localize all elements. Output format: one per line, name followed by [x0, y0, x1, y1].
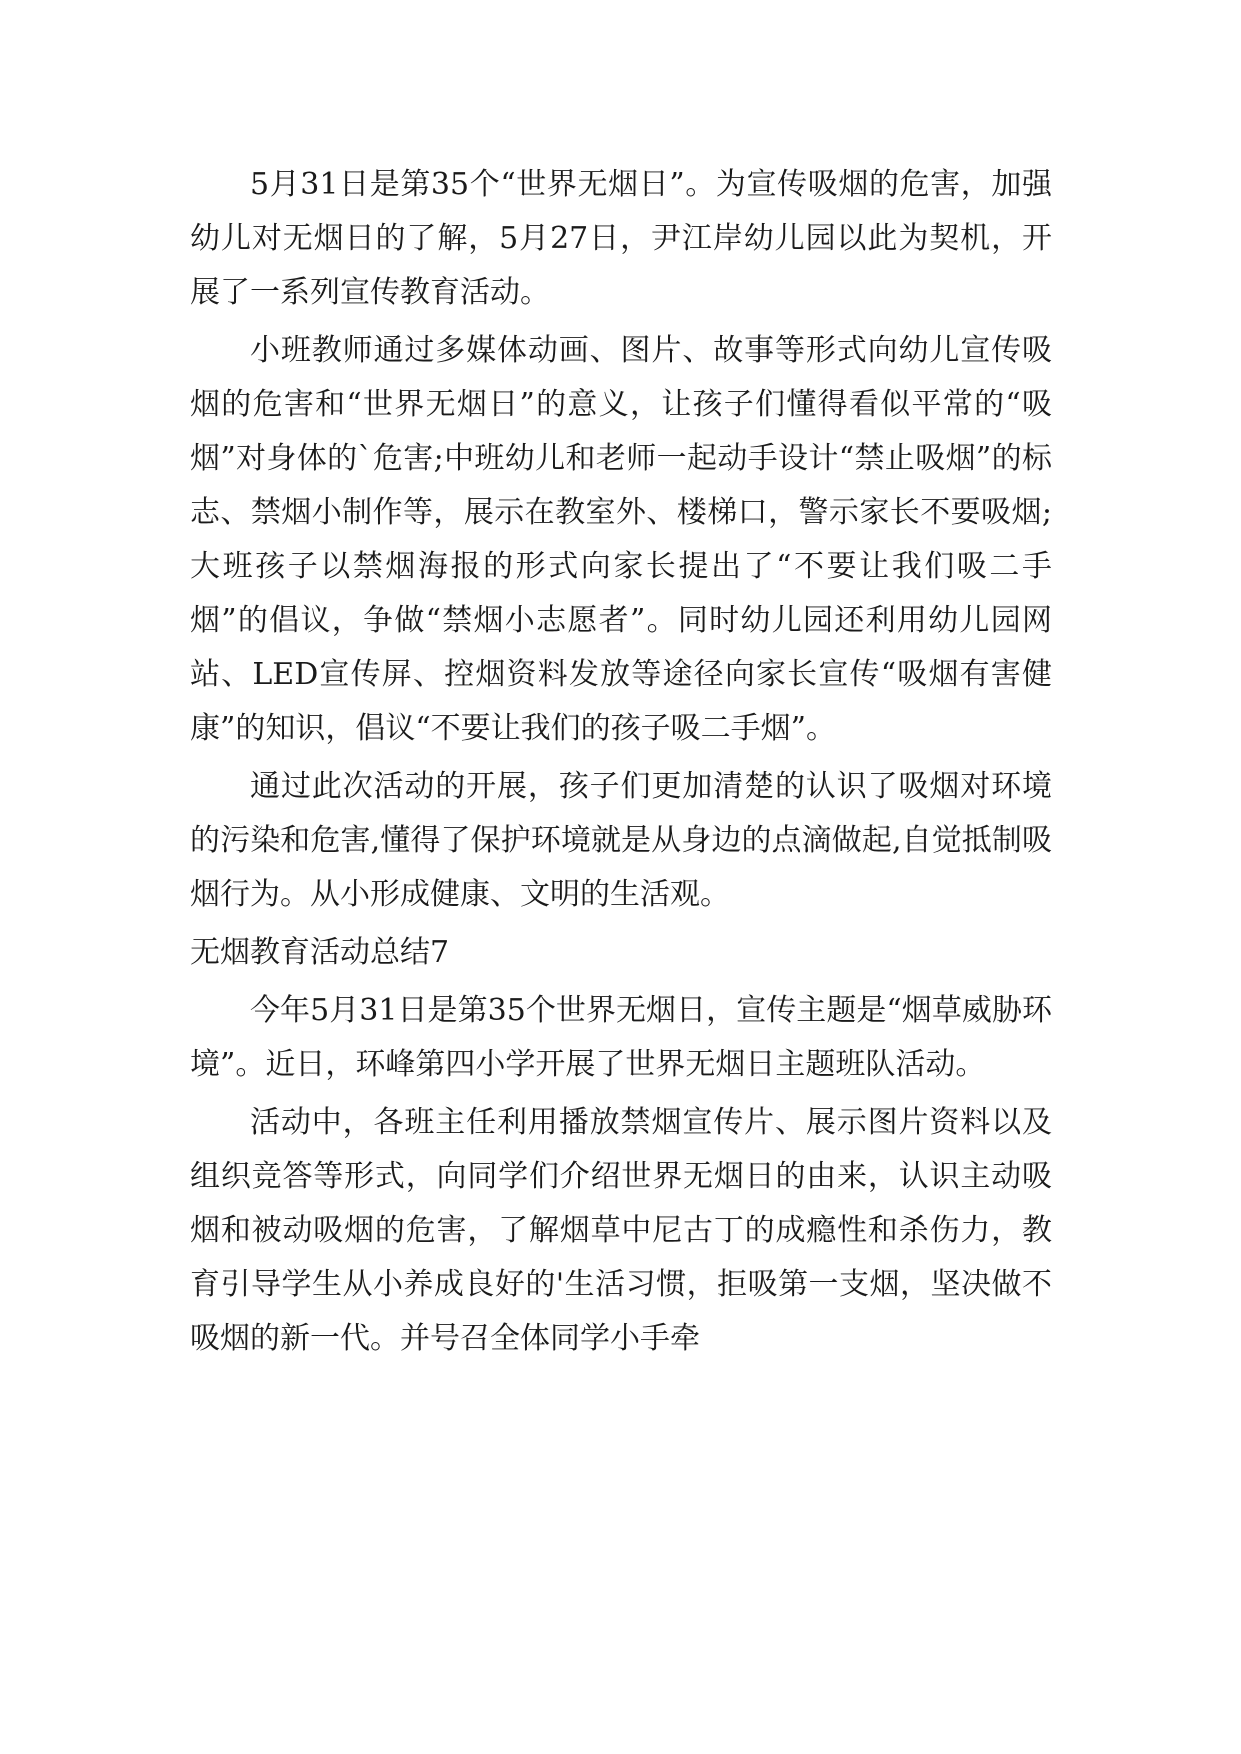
- paragraph-3: 通过此次活动的开展，孩子们更加清楚的认识了吸烟对环境的污染和危害,懂得了保护环境就是从身边的点滴做起,自觉抵制吸烟行为。从小形成健康、文明的生活观。: [190, 769, 1052, 912]
- section-paragraph-2: 活动中，各班主任利用播放禁烟宣传片、展示图片资料以及组织竞答等形式，向同学们介绍世界无烟日的由来，认识主动吸烟和被动吸烟的危害，了解烟草中尼古丁的成瘾性和杀伤力，教育引导学生从小养成良好的'生活习惯，拒吸第一支烟，坚决做不吸烟的新一代。并号召全体同学小手牵: [190, 1105, 1052, 1356]
- document-body: [190, 158, 1052, 1370]
- paragraph-2: 小班教师通过多媒体动画、图片、故事等形式向幼儿宣传吸烟的危害和“世界无烟日”的意义，让孩子们懂得看似平常的“吸烟”对身体的`危害;中班幼儿和老师一起动手设计“禁止吸烟”的标志、禁烟小制作等，展示在教室外、楼梯口，警示家长不要吸烟;大班孩子以禁烟海报的形式向家长提出了“不要让我们吸二手烟”的倡议，争做“禁烟小志愿者”。同时幼儿园还利用幼儿园网站、LED宣传屏、控烟资料发放等途径向家长宣传“吸烟有害健康”的知识，倡议“不要让我们的孩子吸二手烟”。: [190, 333, 1052, 746]
- paragraph-1: 5月31日是第35个“世界无烟日”。为宣传吸烟的危害，加强幼儿对无烟日的了解，5月27日，尹江岸幼儿园以此为契机，开展了一系列宣传教育活动。: [190, 167, 1052, 310]
- section-heading: 无烟教育活动总结7: [190, 935, 450, 970]
- section-paragraph-1: 今年5月31日是第35个世界无烟日，宣传主题是“烟草威胁环境”。近日，环峰第四小学开展了世界无烟日主题班队活动。: [190, 993, 1052, 1082]
